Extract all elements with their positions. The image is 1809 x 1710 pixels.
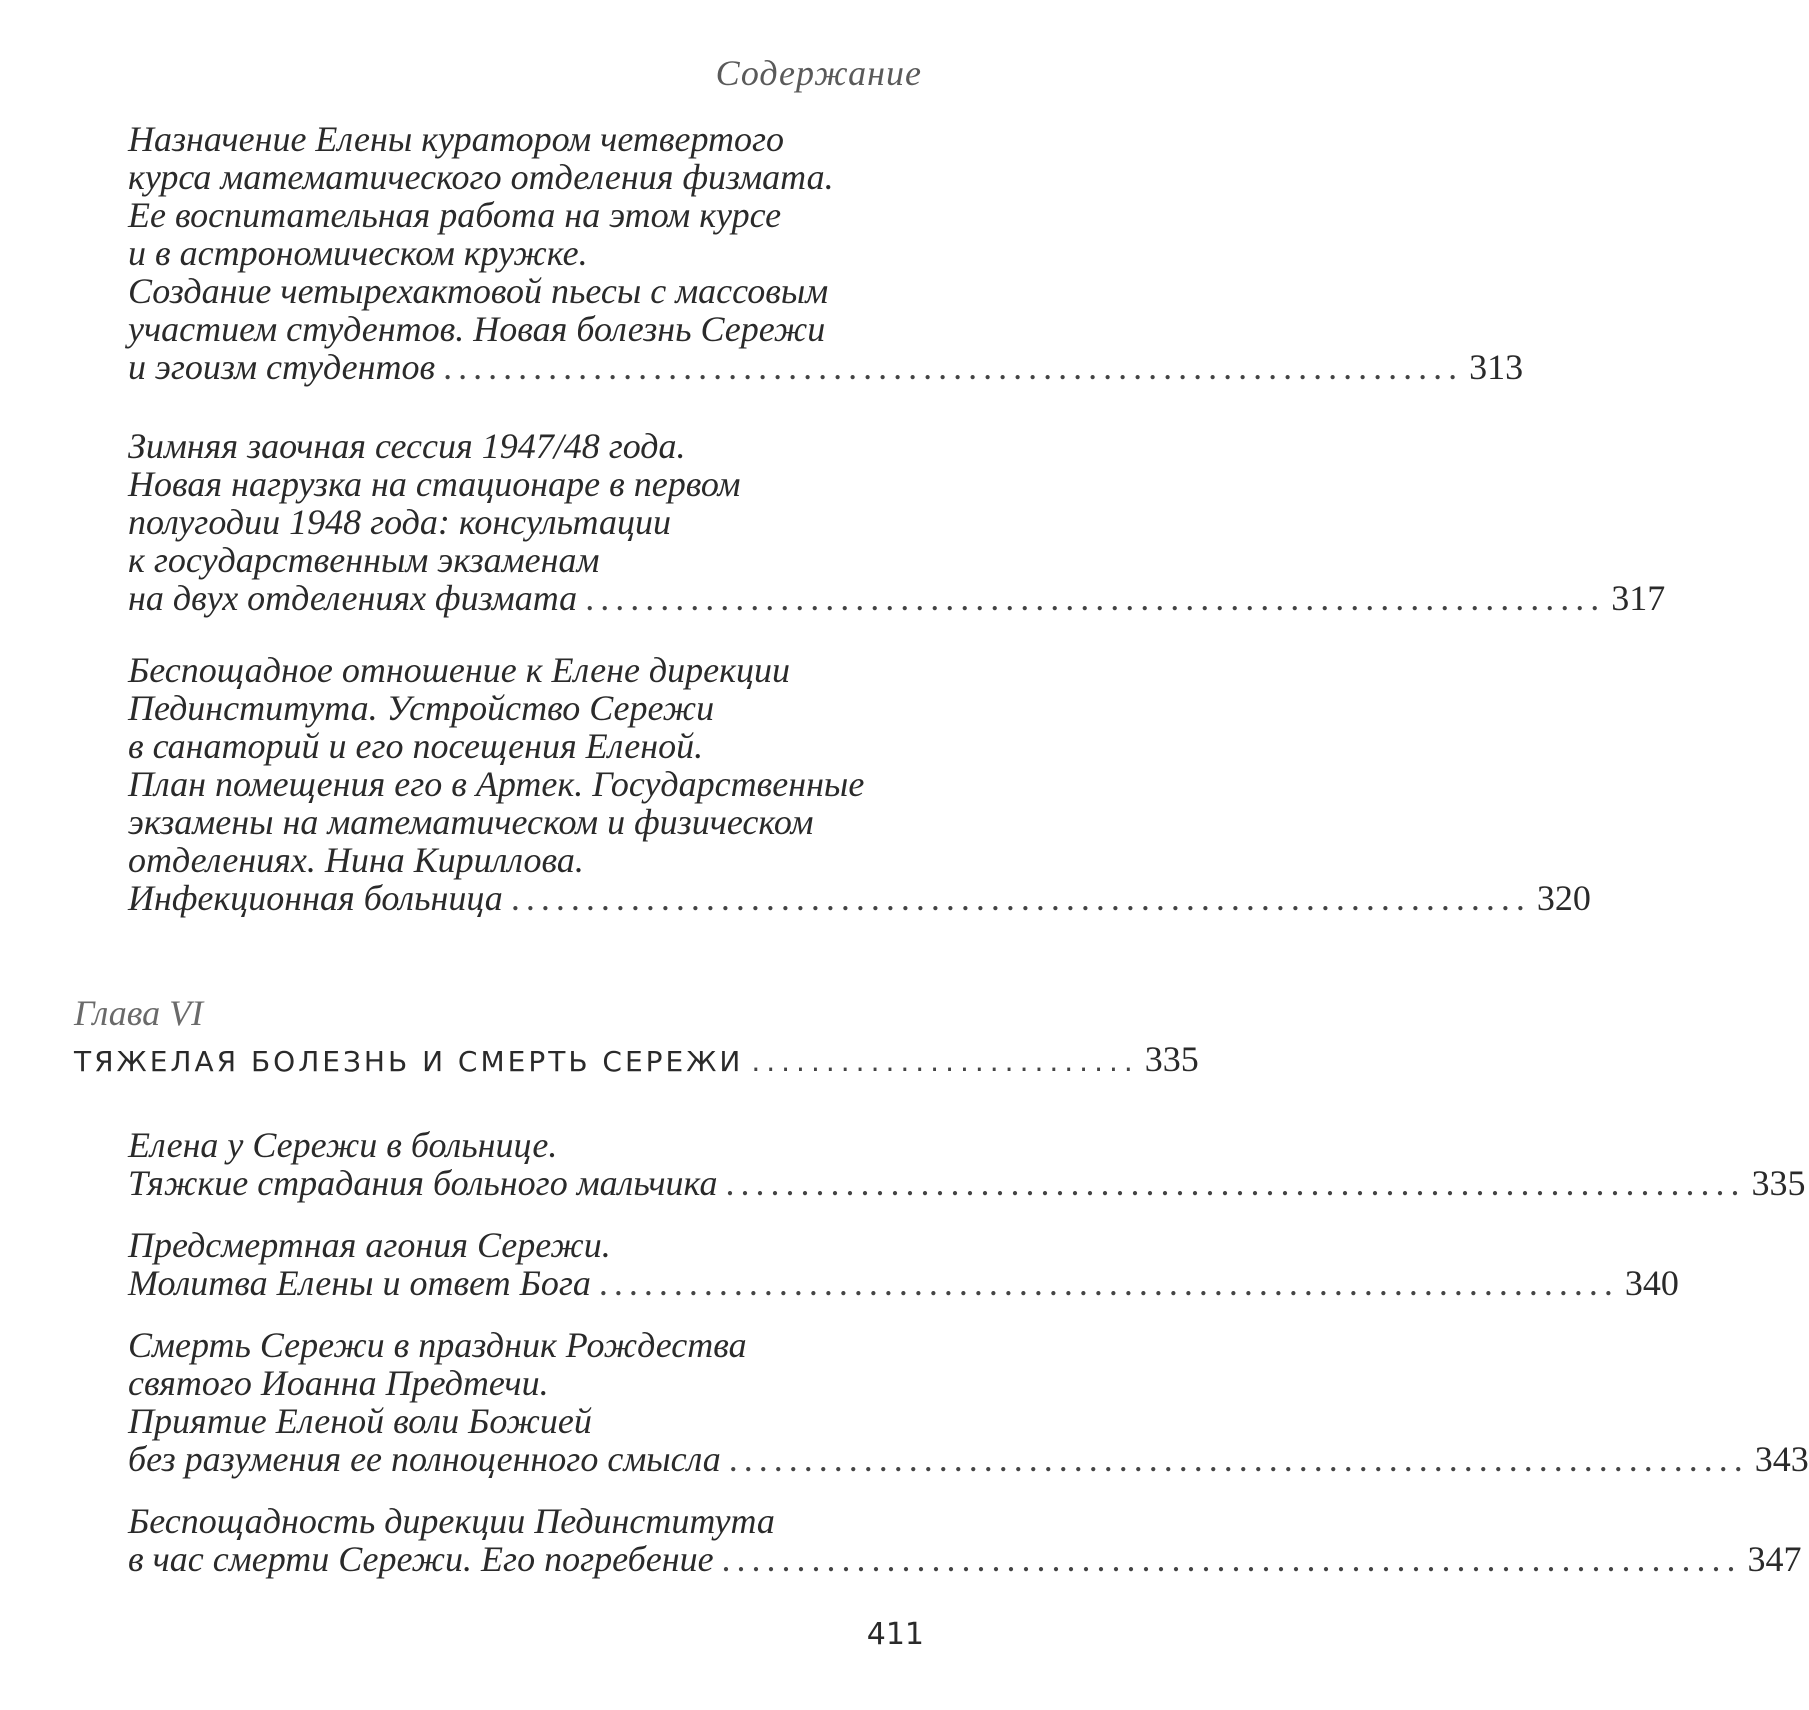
toc-entry[interactable] bbox=[128, 1325, 1809, 1479]
page-number: 343 bbox=[1754, 1439, 1809, 1479]
chapter-title-row[interactable] bbox=[74, 1038, 1199, 1080]
toc-entry[interactable] bbox=[128, 426, 1666, 618]
page-number: 335 bbox=[1751, 1163, 1806, 1203]
page-number: 340 bbox=[1624, 1263, 1679, 1303]
toc-entry-line: Смерть Сережи в праздник Рождества bbox=[128, 1325, 747, 1365]
leader-dots: .................................................................... bbox=[585, 578, 1606, 618]
toc-entry[interactable] bbox=[128, 1225, 1679, 1303]
leader-dots: .......................... bbox=[751, 1045, 1139, 1078]
page-number: 317 bbox=[1611, 578, 1666, 618]
toc-entry-line: на двух отделениях физмата bbox=[128, 578, 578, 618]
toc-entry-line: в час смерти Сережи. Его погребение bbox=[128, 1539, 714, 1579]
toc-entry-line: курса математического отделения физмата. bbox=[128, 157, 834, 197]
toc-entry[interactable] bbox=[128, 1125, 1806, 1203]
page-number: 335 bbox=[1144, 1039, 1199, 1079]
toc-entry-line: План помещения его в Артек. Государственные bbox=[128, 764, 865, 804]
page-number: 347 bbox=[1747, 1539, 1802, 1579]
toc-entry-line: Тяжкие страдания больного мальчика bbox=[128, 1163, 718, 1203]
toc-entry-line: отделениях. Нина Кириллова. bbox=[128, 840, 584, 880]
toc-entry-line: Инфекционная больница bbox=[128, 878, 503, 918]
toc-entry-line: Приятие Еленой воли Божией bbox=[128, 1401, 592, 1441]
leader-dots: .................................................................... bbox=[510, 878, 1531, 918]
toc-entry-line: к государственным экзаменам bbox=[128, 540, 600, 580]
running-head: Содержание bbox=[715, 53, 922, 93]
toc-entry-line: Пединститута. Устройство Сережи bbox=[128, 688, 715, 728]
toc-entry-line: в санаторий и его посещения Еленой. bbox=[128, 726, 704, 766]
toc-entry-line: Елена у Сережи в больнице. bbox=[128, 1125, 558, 1165]
leader-dots: .................................................................... bbox=[728, 1439, 1749, 1479]
toc-entry-line: без разумения ее полноценного смысла bbox=[128, 1439, 721, 1479]
leader-dots: .................................................................... bbox=[598, 1263, 1619, 1303]
toc-entry-line: экзамены на математическом и физическом bbox=[128, 802, 814, 842]
toc-entry-line: участием студентов. Новая болезнь Сережи bbox=[128, 309, 826, 349]
toc-entry-line: Предсмертная агония Сережи. bbox=[128, 1225, 611, 1265]
toc-entry-line: святого Иоанна Предтечи. bbox=[128, 1363, 549, 1403]
toc-entry[interactable] bbox=[128, 1501, 1802, 1579]
leader-dots: .................................................................... bbox=[721, 1539, 1742, 1579]
leader-dots: .................................................................... bbox=[443, 347, 1464, 387]
toc-entry-line: Создание четырехактовой пьесы с массовым bbox=[128, 271, 829, 311]
chapter-label: Глава VI bbox=[74, 993, 204, 1033]
toc-entry[interactable] bbox=[128, 119, 1524, 387]
chapter-title: ТЯЖЕЛАЯ БОЛЕЗНЬ И СМЕРТЬ СЕРЕЖИ bbox=[74, 1045, 744, 1078]
page-number: 313 bbox=[1469, 347, 1524, 387]
toc-entry-line: Зимняя заочная сессия 1947/48 года. bbox=[128, 426, 686, 466]
folio-page-number: 411 bbox=[866, 1617, 924, 1652]
toc-entry-line: и эгоизм студентов bbox=[128, 347, 436, 387]
toc-entry-line: и в астрономическом кружке. bbox=[128, 233, 588, 273]
toc-entry-line: Ее воспитательная работа на этом курсе bbox=[128, 195, 782, 235]
toc-entry-line: Назначение Елены куратором четвертого bbox=[128, 119, 785, 159]
leader-dots: .................................................................... bbox=[725, 1163, 1746, 1203]
toc-entry[interactable] bbox=[128, 650, 1591, 918]
toc-entry-line: Новая нагрузка на стационаре в первом bbox=[128, 464, 741, 504]
toc-entry-line: полугодии 1948 года: консультации bbox=[128, 502, 671, 542]
page-number: 320 bbox=[1536, 878, 1591, 918]
toc-entry-line: Беспощадность дирекции Пединститута bbox=[128, 1501, 775, 1541]
toc-entry-line: Беспощадное отношение к Елене дирекции bbox=[128, 650, 790, 690]
toc-entry-line: Молитва Елены и ответ Бога bbox=[128, 1263, 591, 1303]
